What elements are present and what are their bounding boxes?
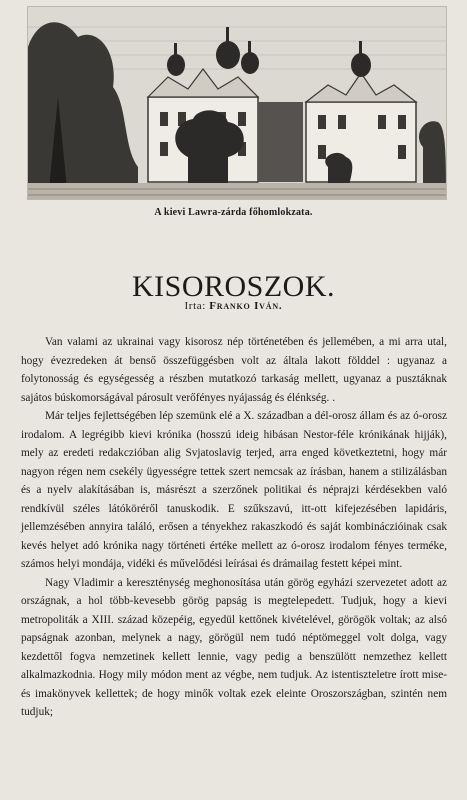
illustration-caption: A kievi Lawra-zárda főhomlokzata. [154,207,313,218]
monastery-illustration [27,6,447,200]
author-name: Franko Iván. [209,300,283,312]
byline [0,300,467,312]
article-body [21,333,447,722]
monastery-engraving-image [28,7,446,199]
byline-prefix: Irta: [184,300,206,312]
paragraph: Nagy Vladimir a kereszténység meghonosítása után görög egyházi szervezetet adott az országnak, a hol több-kevesebb görög papság is megtelepedett. Tudjuk, hogy a kievi metropoliták a XIII. század közepéig, egyedül kettőnek kivételével, görögök voltak; az alsó papságnak azonban, melynek a nagy, görögül nem tudó néptömeggel volt dolga, vagy kezdettől fogva nemzetinek kellett lennie, vagy pedig a benszülött nemzethez kellett alkalmazkodnia. Hogy mily módon ment az végbe, nem tudjuk. Az istentiszteletre írott mise- és imakönyvek kellettek; de hogy minők voltak ezek eleinte Oroszországban, szintén nem tudjuk; [21,576,447,718]
paragraph: Van valami az ukrainai vagy kisorosz nép történetében és jellemében, a mi arra utal, hogy évezredeken át benső összefüggésben volt az általa lakott földdel : ugyanaz a folytonosság és egységesség a részben mutatkozó tarkaság mellett, ugyanaz a pusztáknak sajátos búskomorságával párosult verőfényes nyájasság és élénkség. . [21,336,447,404]
article-title: KISOROSZOK. [131,270,336,304]
paragraph: Már teljes fejlettségében lép szemünk elé a X. században a dél-orosz állam és az ó-orosz irodalom. A legrégibb kievi krónika (hosszú ideig hibásan Nestor-féle krónikának hijják), mely az eredeti redakczióban alig Svjatoslavig terjed, arra enged következtetni, hogy már nagyon régen nem csekély ügyességre tettek szert nemcsak az írásban, hanem a stilizálásban és a nyelv alakításában is, másrészt a szerzőnek politikai és néprajzi kérdésekben való rendkívül széles látóköréről tanuskodik. E szűkszavú, itt-ott kifejezésében lapidáris, jellemzésében annyira találó, erősen a tényekhez rakaszkodó és saját kombináczióinak csak kevés helyet adó krónika nagy történeti értéke mellett az ó-orosz irodalom fényes terméke, számos helyi mondája, vidéki és művelődési leírásai és drámailag festett képei mint. [21,410,447,570]
